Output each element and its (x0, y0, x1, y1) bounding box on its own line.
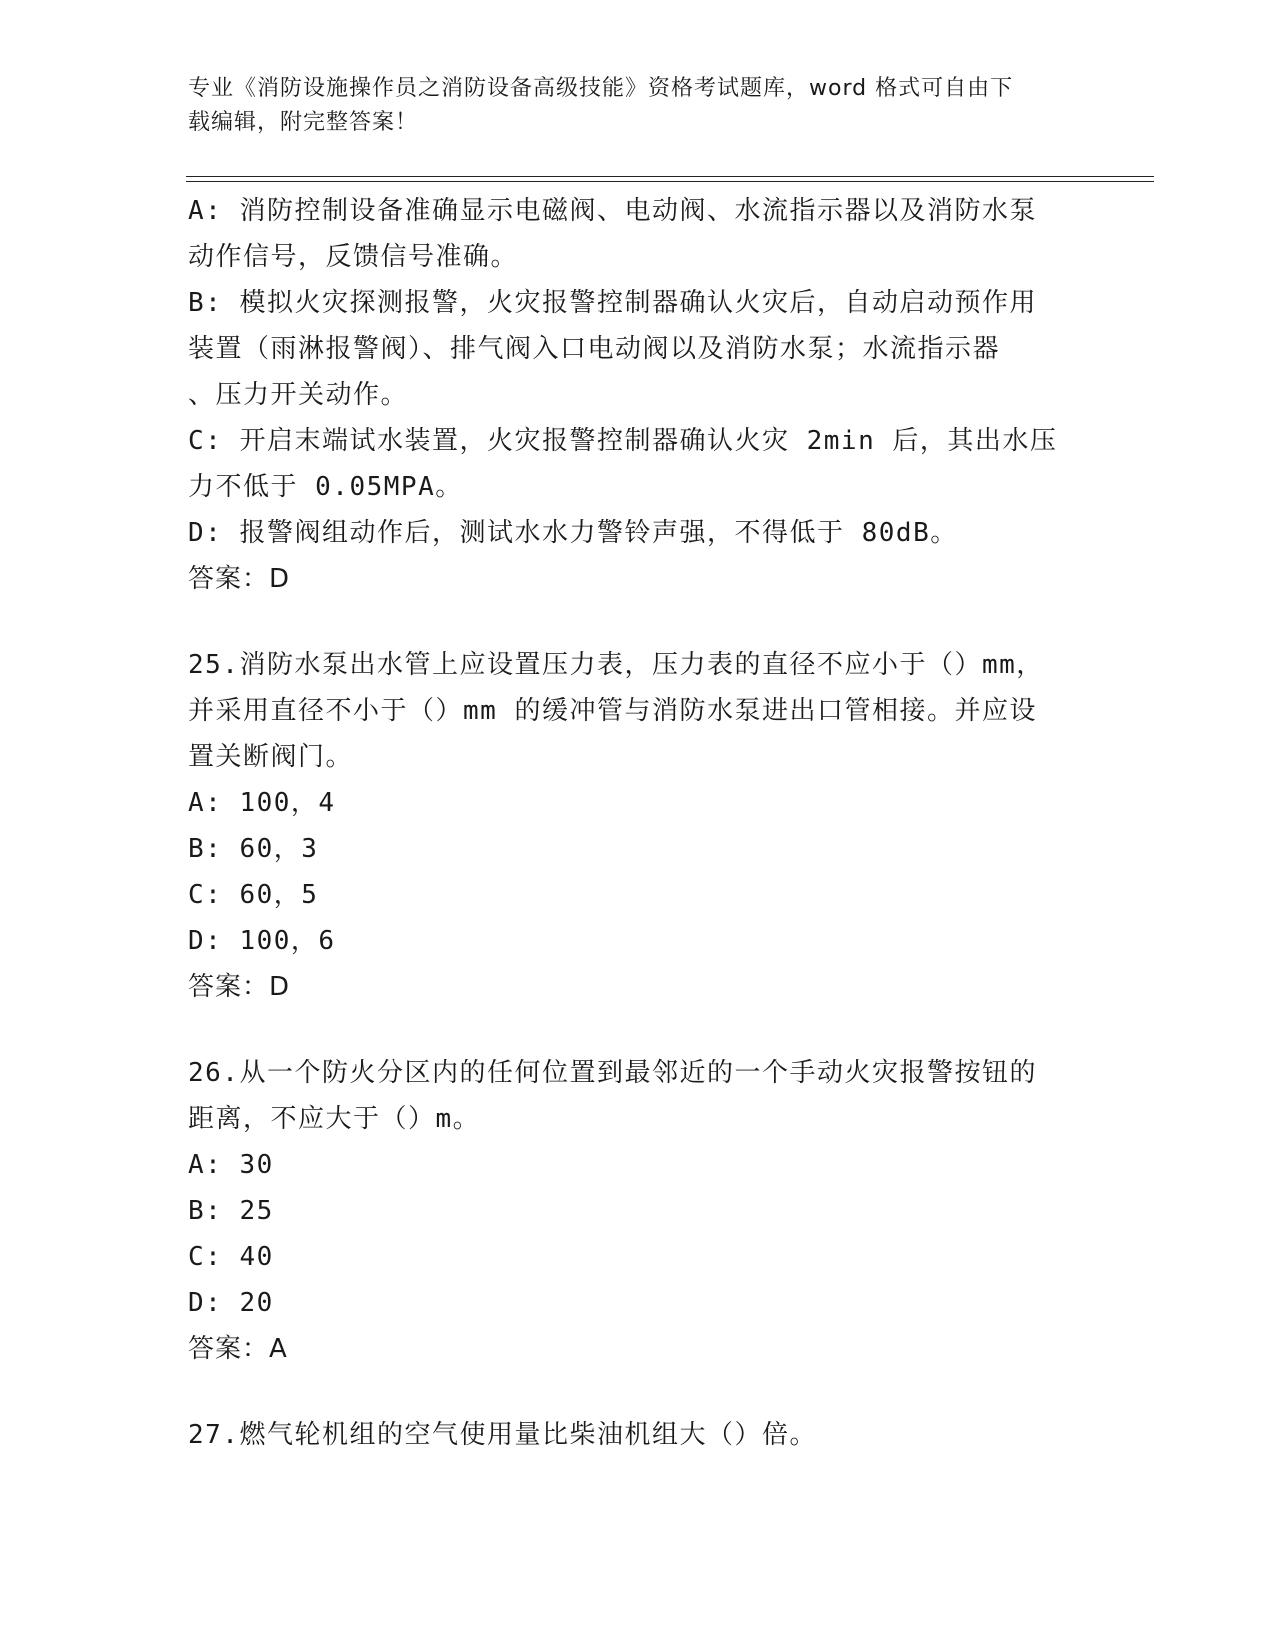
question-25-option-c: C: 60，5 (188, 880, 319, 910)
option-b-line-3: 、压力开关动作。 (188, 380, 409, 410)
question-25-stem-line-2: 并采用直径不小于（）mm 的缓冲管与消防水泵进出口管相接。并应设 (188, 696, 1037, 726)
header-divider-bottom (186, 181, 1154, 182)
answer-26: 答案：A (188, 1334, 288, 1364)
option-c-line-1: C: 开启末端试水装置，火灾报警控制器确认火灾 2min 后，其出水压 (188, 426, 1058, 456)
spacer (188, 1372, 1088, 1412)
option-b-line-2: 装置（雨淋报警阀）、排气阀入口电动阀以及消防水泵；水流指示器 (188, 334, 1001, 364)
question-25 (188, 642, 1088, 1010)
option-a-line-2: 动作信号，反馈信号准确。 (188, 242, 519, 272)
question-26-option-d: D: 20 (188, 1288, 274, 1318)
option-a-line-1: A: 消防控制设备准确显示电磁阀、电动阀、水流指示器以及消防水泵 (188, 196, 1037, 226)
question-26-stem-line-2: 距离，不应大于（）m。 (188, 1104, 481, 1134)
question-27-stem-line-1: 27.燃气轮机组的空气使用量比柴油机组大（）倍。 (188, 1420, 817, 1450)
answer-25: 答案：D (188, 972, 291, 1002)
header-divider-top (186, 176, 1154, 177)
question-25-option-d: D: 100，6 (188, 926, 336, 956)
question-25-option-a: A: 100，4 (188, 788, 336, 818)
question-25-stem-line-1: 25.消防水泵出水管上应设置压力表，压力表的直径不应小于（）mm， (188, 650, 1044, 680)
spacer (188, 602, 1088, 642)
question-content (188, 188, 1088, 1458)
question-24-options (188, 188, 1088, 602)
document-header (188, 72, 1068, 140)
header-line-2: 载编辑，附完整答案！ (188, 110, 419, 135)
option-c-line-2: 力不低于 0.05MPA。 (188, 472, 463, 502)
answer-24: 答案：D (188, 564, 291, 594)
option-d-line-1: D: 报警阀组动作后，测试水水力警铃声强，不得低于 80dB。 (188, 518, 958, 548)
spacer (188, 1010, 1088, 1050)
question-25-option-b: B: 60，3 (188, 834, 319, 864)
option-b-line-1: B: 模拟火灾探测报警，火灾报警控制器确认火灾后，自动启动预作用 (188, 288, 1037, 318)
question-26-option-a: A: 30 (188, 1150, 274, 1180)
header-line-1: 专业《消防设施操作员之消防设备高级技能》资格考试题库，word 格式可自由下 (188, 76, 1014, 101)
question-26-option-c: C: 40 (188, 1242, 274, 1272)
question-25-stem-line-3: 置关断阀门。 (188, 742, 354, 772)
question-26 (188, 1050, 1088, 1372)
question-26-stem-line-1: 26.从一个防火分区内的任何位置到最邻近的一个手动火灾报警按钮的 (188, 1058, 1037, 1088)
question-27 (188, 1412, 1088, 1458)
question-26-option-b: B: 25 (188, 1196, 274, 1226)
